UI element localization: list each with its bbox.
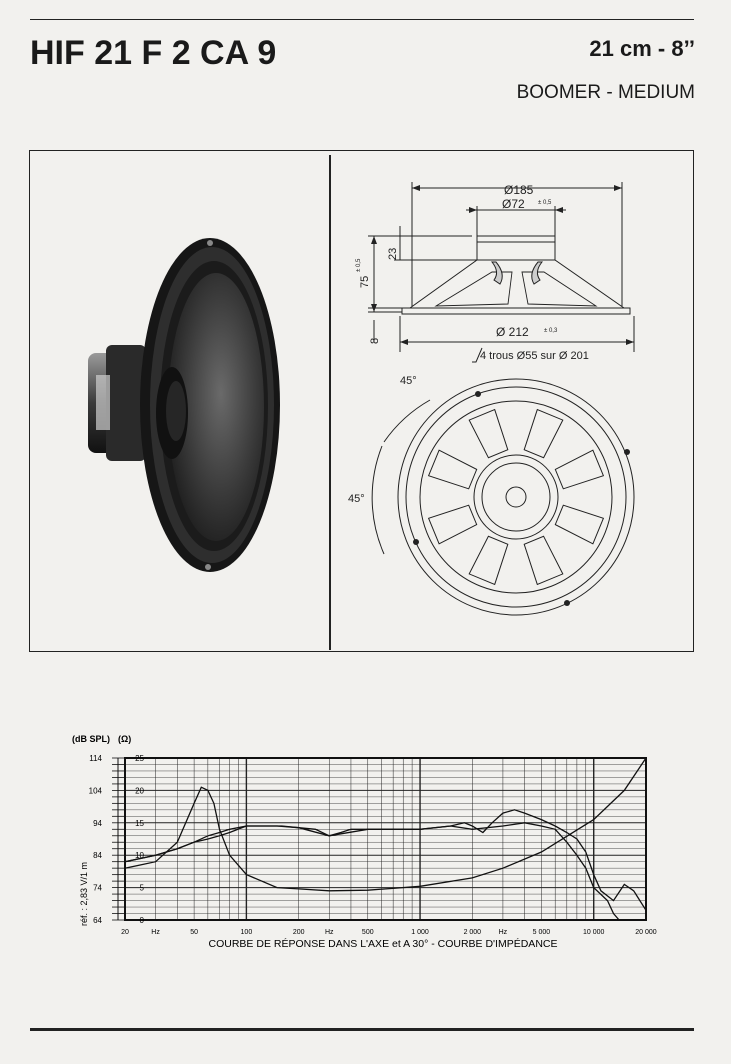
dim-magnet-height: 23 xyxy=(387,247,399,260)
x-tick-label: 100 xyxy=(240,929,253,936)
x-tick-label: Hz xyxy=(498,929,508,936)
spl-tick-label: 94 xyxy=(93,818,102,828)
dim-outer: Ø 212 xyxy=(496,325,529,339)
spoke-window xyxy=(524,536,563,584)
model-title: HIF 21 F 2 CA 9 xyxy=(30,34,277,72)
ohm-axis-label: (Ω) xyxy=(118,734,132,744)
ohm-tick-label: 0 xyxy=(139,916,144,925)
spoke-window xyxy=(469,410,508,458)
x-tick-label: 20 000 xyxy=(635,929,657,936)
spoke-window xyxy=(555,450,603,489)
dim-magnet: Ø72 xyxy=(502,197,525,211)
plot-frame xyxy=(125,758,646,920)
response-chart xyxy=(60,728,670,958)
series-line xyxy=(125,758,646,891)
speaker-photo xyxy=(60,225,290,585)
dim-flange: 8 xyxy=(369,337,381,344)
figure-divider xyxy=(329,155,331,650)
spoke-window xyxy=(469,536,508,584)
speaker-size: 21 cm - 8’’ xyxy=(589,36,695,61)
ohm-tick-label: 25 xyxy=(135,754,144,763)
flange-side xyxy=(402,308,630,314)
speaker-type: BOOMER - MEDIUM xyxy=(516,82,695,103)
angle-side-label: 45° xyxy=(348,493,365,505)
x-tick-label: 20 xyxy=(121,929,129,936)
x-tick-label: 5 000 xyxy=(532,929,551,936)
bottom-rule xyxy=(30,1028,694,1031)
ohm-tick-label: 10 xyxy=(135,851,144,861)
dim-depth-tol: ± 0,5 xyxy=(356,258,362,272)
dim-depth: 75 xyxy=(359,275,371,288)
spl-tick-label: 74 xyxy=(93,883,102,893)
spl-tick-label: 64 xyxy=(93,916,102,925)
x-tick-label: Hz xyxy=(324,929,334,936)
speaker-front-view xyxy=(372,379,634,615)
x-tick-label: 10 000 xyxy=(583,929,605,936)
spoke-window xyxy=(429,450,477,489)
spoke-window xyxy=(524,410,563,458)
technical-drawing xyxy=(332,156,692,648)
x-tick-label: 500 xyxy=(361,929,374,936)
top-rule xyxy=(30,19,694,20)
angle-top-label: 45° xyxy=(400,375,417,387)
dim-outer-top: Ø185 xyxy=(504,183,534,197)
ohm-tick-label: 5 xyxy=(139,883,144,893)
mounting-holes-label: 4 trous Ø55 sur Ø 201 xyxy=(480,350,589,362)
chart-title: COURBE DE RÉPONSE DANS L'AXE et A 30° - COURBE D'IMPÉDANCE xyxy=(208,938,558,950)
ohm-tick-label: 20 xyxy=(135,786,144,796)
spl-axis-label: (dB SPL) xyxy=(72,734,110,744)
magnet-side xyxy=(477,236,555,260)
spl-tick-label: 84 xyxy=(93,851,102,861)
x-tick-label: 2 000 xyxy=(463,929,482,936)
series-line xyxy=(125,810,646,911)
spl-tick-label: 104 xyxy=(88,786,102,796)
x-tick-label: 50 xyxy=(190,929,199,936)
series-line xyxy=(125,823,619,920)
x-tick-label: 200 xyxy=(292,929,305,936)
spoke-window xyxy=(555,505,603,544)
ohm-tick-label: 15 xyxy=(135,818,144,828)
spl-tick-label: 114 xyxy=(89,754,102,763)
x-tick-label: 1 000 xyxy=(411,929,429,936)
dim-outer-tol: ± 0,3 xyxy=(544,328,558,334)
x-tick-label: Hz xyxy=(151,929,160,936)
dim-magnet-tol: ± 0,5 xyxy=(538,200,552,206)
reference-note: réf. : 2,83 V/1 m xyxy=(79,861,89,926)
spoke-window xyxy=(429,505,477,544)
